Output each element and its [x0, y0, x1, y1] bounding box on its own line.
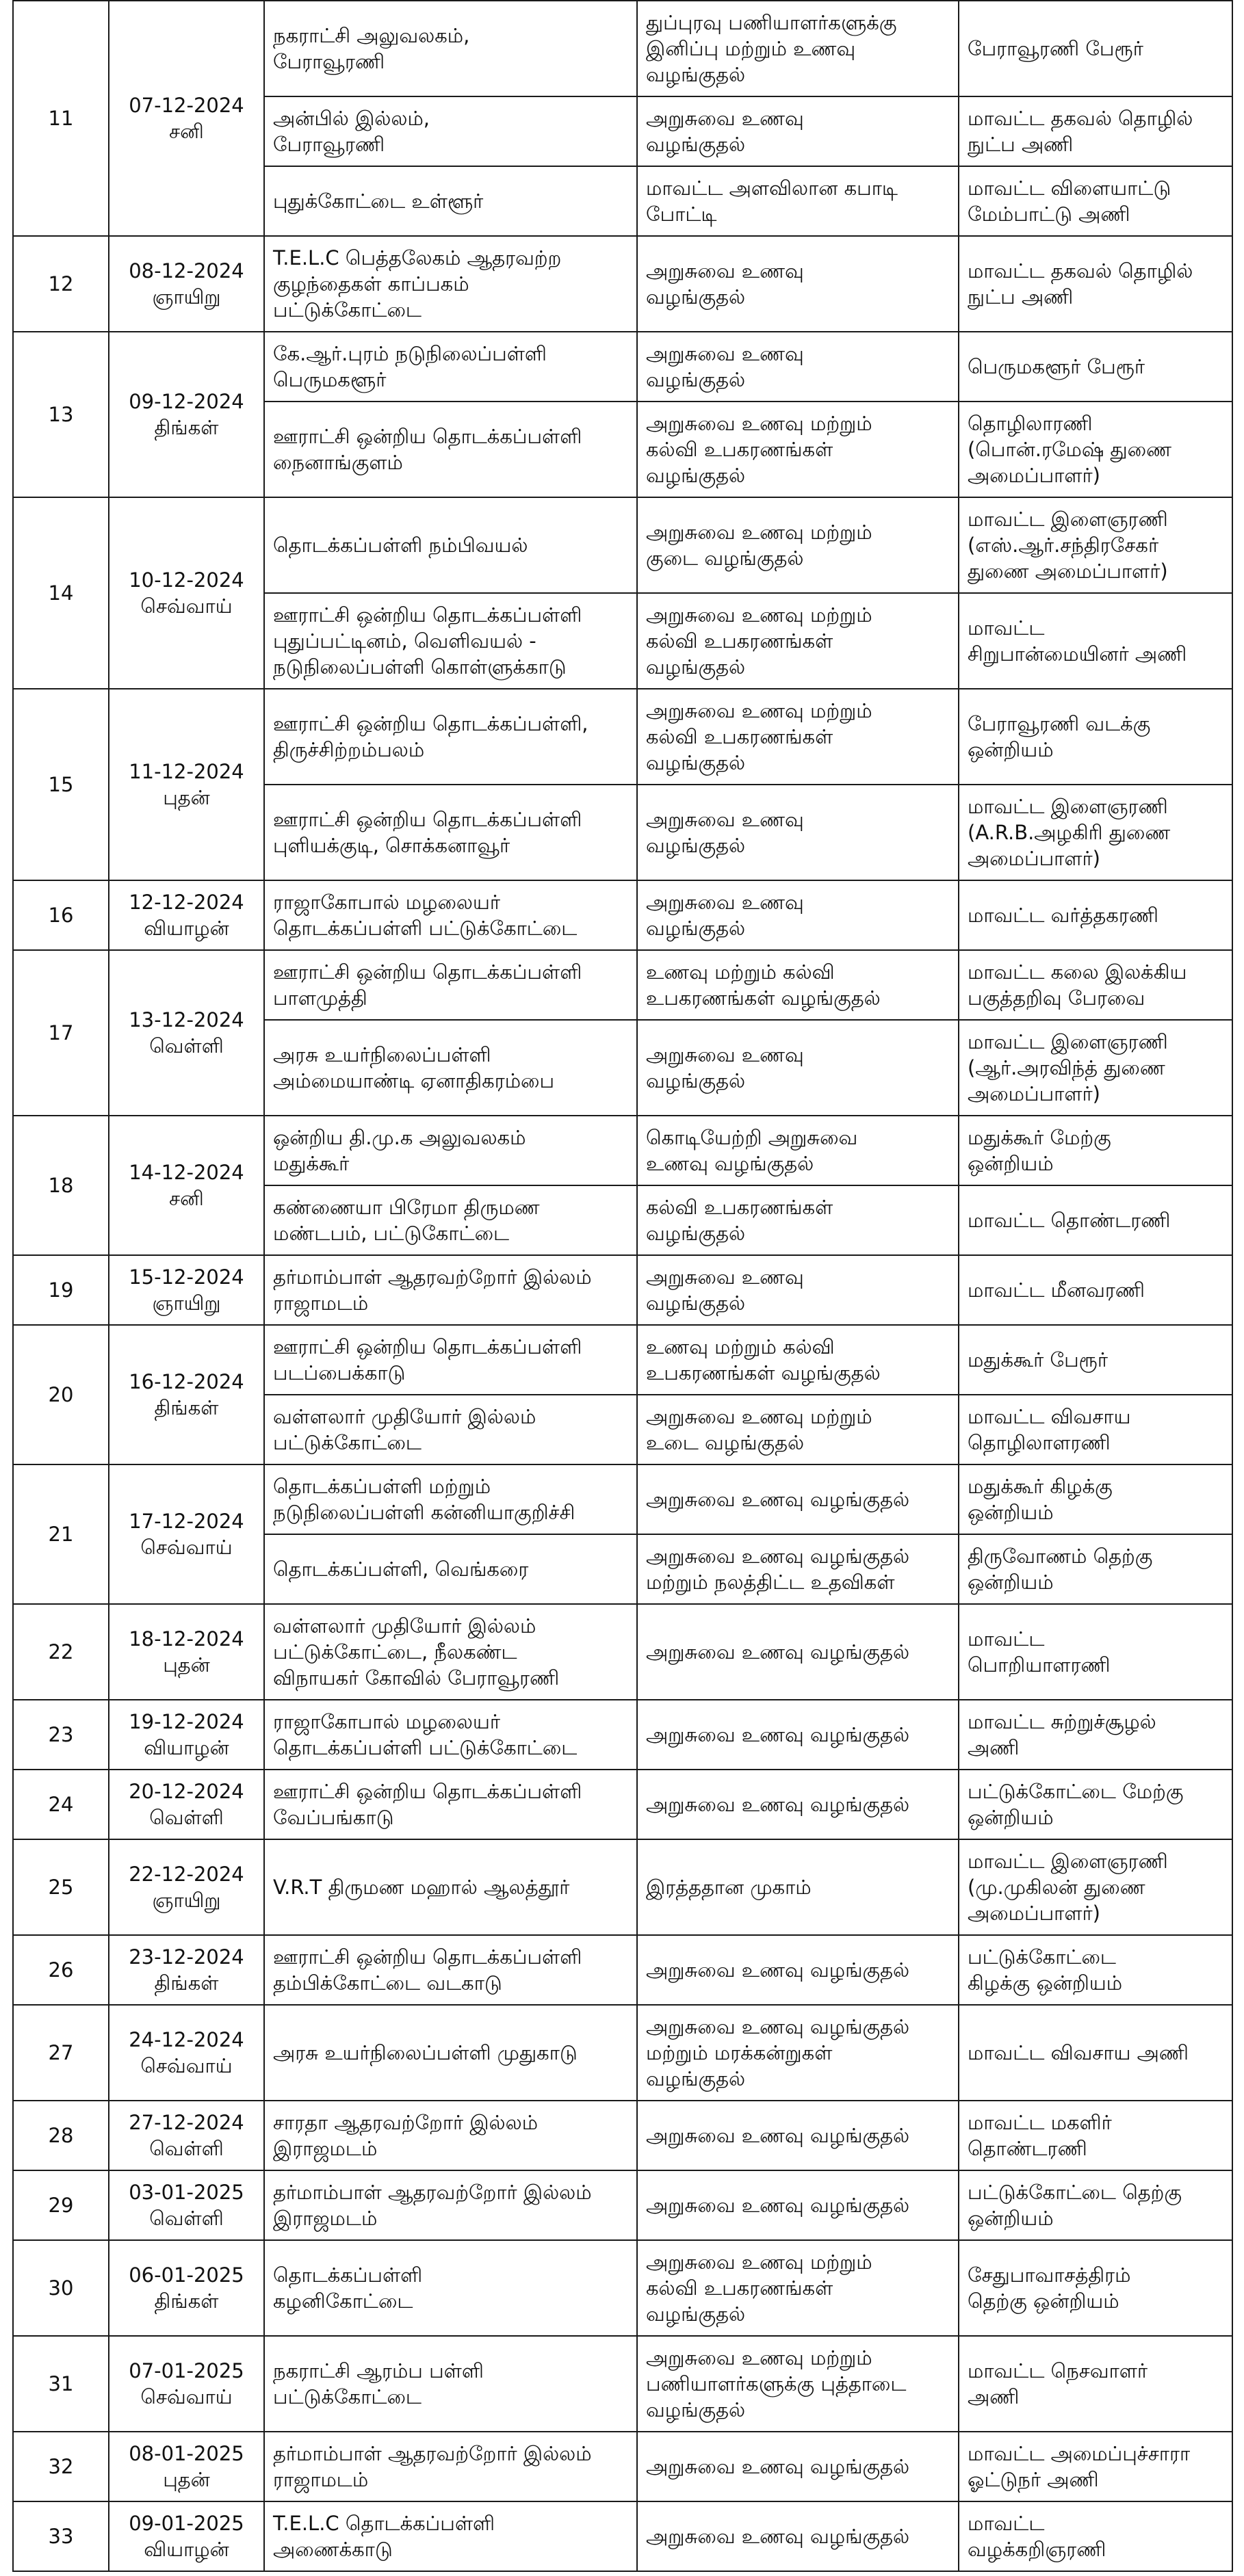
event-day: செவ்வாய்	[140, 1536, 233, 1559]
event-day: திங்கள்	[154, 2289, 219, 2313]
activity-cell: கல்வி உபகரணங்கள் வழங்குதல்	[637, 1185, 959, 1255]
event-date: 24-12-2024	[129, 2028, 244, 2051]
event-day: வெள்ளி	[149, 2207, 224, 2230]
organizer-cell: மாவட்ட தகவல் தொழில் நுட்ப அணி	[959, 96, 1232, 166]
serial-number: 25	[13, 1839, 109, 1935]
table-row	[13, 950, 1232, 1020]
event-day: ஞாயிறு	[152, 285, 221, 308]
date-cell	[109, 1255, 264, 1325]
activity-cell: அறுசுவை உணவு வழங்குதல்	[637, 785, 959, 880]
serial-number: 18	[13, 1116, 109, 1255]
activity-cell: அறுசுவை உணவு வழங்குதல் மற்றும் மரக்கன்றுகள் வழங்குதல்	[637, 2005, 959, 2101]
venue-cell: அரசு உயர்நிலைப்பள்ளி முதுகாடு	[264, 2005, 637, 2101]
activity-cell: மாவட்ட அளவிலான கபாடி போட்டி	[637, 166, 959, 236]
table-row	[13, 2005, 1232, 2101]
date-cell	[109, 332, 264, 497]
date-cell	[109, 1325, 264, 1464]
activity-cell: அறுசுவை உணவு வழங்குதல்	[637, 236, 959, 332]
table-row	[13, 2240, 1232, 2336]
date-cell	[109, 2501, 264, 2571]
organizer-cell: மாவட்ட வர்த்தகரணி	[959, 880, 1232, 950]
activity-cell: உணவு மற்றும் கல்வி உபகரணங்கள் வழங்குதல்	[637, 950, 959, 1020]
event-day: வெள்ளி	[149, 1806, 224, 1829]
venue-cell: தொடக்கப்பள்ளி நம்பிவயல்	[264, 497, 637, 593]
serial-number: 20	[13, 1325, 109, 1464]
event-day: புதன்	[163, 2468, 210, 2491]
activity-cell: இரத்ததான முகாம்	[637, 1839, 959, 1935]
event-day: திங்கள்	[154, 1971, 219, 1995]
serial-number: 30	[13, 2240, 109, 2336]
date-cell	[109, 2005, 264, 2101]
event-day: வியாழன்	[144, 917, 229, 940]
date-cell	[109, 2170, 264, 2240]
organizer-cell: பேராவூரணி வடக்கு ஒன்றியம்	[959, 689, 1232, 785]
serial-number: 29	[13, 2170, 109, 2240]
venue-cell: நகராட்சி அலுவலகம், பேராவூரணி	[264, 1, 637, 96]
serial-number: 21	[13, 1464, 109, 1604]
venue-cell: T.E.L.C பெத்தலேகம் ஆதரவற்ற குழந்தைகள் காப்பகம் பட்டுக்கோட்டை	[264, 236, 637, 332]
activity-cell: துப்புரவு பணியாளர்களுக்கு இனிப்பு மற்றும் உணவு வழங்குதல்	[637, 1, 959, 96]
venue-cell: ஊராட்சி ஒன்றிய தொடக்கப்பள்ளி புளியக்குடி, சொக்கனாவூர்	[264, 785, 637, 880]
event-date: 18-12-2024	[129, 1627, 244, 1651]
serial-number: 13	[13, 332, 109, 497]
organizer-cell: மாவட்ட நெசவாளர் அணி	[959, 2336, 1232, 2432]
activity-cell: அறுசுவை உணவு வழங்குதல்	[637, 2501, 959, 2571]
date-cell	[109, 950, 264, 1116]
organizer-cell: மாவட்ட இளைஞரணி (மு.முகிலன் துணை அமைப்பாளர்)	[959, 1839, 1232, 1935]
organizer-cell: மாவட்ட விவசாய அணி	[959, 2005, 1232, 2101]
serial-number: 24	[13, 1770, 109, 1839]
venue-cell: ஊராட்சி ஒன்றிய தொடக்கப்பள்ளி புதுப்பட்டினம், வெளிவயல் - நடுநிலைப்பள்ளி கொள்ளுக்காடு	[264, 593, 637, 689]
venue-cell: ராஜாகோபால் மழலையர் தொடக்கப்பள்ளி பட்டுக்கோட்டை	[264, 1700, 637, 1770]
table-row	[13, 2432, 1232, 2501]
activity-cell: அறுசுவை உணவு வழங்குதல்	[637, 1770, 959, 1839]
date-cell	[109, 1464, 264, 1604]
event-day: சனி	[169, 120, 204, 143]
event-date: 03-01-2025	[129, 2181, 244, 2204]
event-date: 23-12-2024	[129, 1945, 244, 1969]
event-day: செவ்வாய்	[140, 594, 233, 618]
event-day: புதன்	[163, 1653, 210, 1677]
date-cell	[109, 1839, 264, 1935]
venue-cell: ஊராட்சி ஒன்றிய தொடக்கப்பள்ளி, திருச்சிற்றம்பலம்	[264, 689, 637, 785]
organizer-cell: மாவட்ட தொண்டரணி	[959, 1185, 1232, 1255]
organizer-cell: மதுக்கூர் மேற்கு ஒன்றியம்	[959, 1116, 1232, 1185]
venue-cell: தொடக்கப்பள்ளி, வெங்கரை	[264, 1534, 637, 1604]
organizer-cell: மாவட்ட சுற்றுச்சூழல் அணி	[959, 1700, 1232, 1770]
organizer-cell: பட்டுக்கோட்டை மேற்கு ஒன்றியம்	[959, 1770, 1232, 1839]
table-row	[13, 689, 1232, 785]
organizer-cell: மதுக்கூர் கிழக்கு ஒன்றியம்	[959, 1464, 1232, 1534]
serial-number: 27	[13, 2005, 109, 2101]
schedule-body	[13, 1, 1232, 2571]
venue-cell: அரசு உயர்நிலைப்பள்ளி அம்மையாண்டி ஏனாதிகரம்பை	[264, 1020, 637, 1116]
venue-cell: தொடக்கப்பள்ளி மற்றும் நடுநிலைப்பள்ளி கன்னியாகுறிச்சி	[264, 1464, 637, 1534]
serial-number: 12	[13, 236, 109, 332]
event-date: 06-01-2025	[129, 2263, 244, 2287]
organizer-cell: மாவட்ட விவசாய தொழிலாளரணி	[959, 1395, 1232, 1464]
event-date: 09-01-2025	[129, 2512, 244, 2535]
schedule-table	[12, 0, 1233, 2572]
activity-cell: அறுசுவை உணவு வழங்குதல்	[637, 1255, 959, 1325]
activity-cell: அறுசுவை உணவு மற்றும் பணியாளர்களுக்கு புத்தாடை வழங்குதல்	[637, 2336, 959, 2432]
table-row	[13, 2336, 1232, 2432]
venue-cell: தொடக்கப்பள்ளி கழனிகோட்டை	[264, 2240, 637, 2336]
table-row	[13, 2501, 1232, 2571]
table-row	[13, 1325, 1232, 1395]
activity-cell: அறுசுவை உணவு வழங்குதல்	[637, 2170, 959, 2240]
activity-cell: அறுசுவை உணவு வழங்குதல்	[637, 1700, 959, 1770]
serial-number: 32	[13, 2432, 109, 2501]
event-date: 12-12-2024	[129, 891, 244, 914]
event-date: 14-12-2024	[129, 1161, 244, 1184]
organizer-cell: மாவட்ட இளைஞரணி (எஸ்.ஆர்.சந்திரசேகர் துணை அமைப்பாளர்)	[959, 497, 1232, 593]
date-cell	[109, 2240, 264, 2336]
venue-cell: கண்ணையா பிரேமா திருமண மண்டபம், பட்டுகோட்டை	[264, 1185, 637, 1255]
table-row	[13, 236, 1232, 332]
venue-cell: வள்ளலார் முதியோர் இல்லம் பட்டுக்கோட்டை	[264, 1395, 637, 1464]
activity-cell: அறுசுவை உணவு வழங்குதல்	[637, 1604, 959, 1700]
venue-cell: V.R.T திருமண மஹால் ஆலத்தூர்	[264, 1839, 637, 1935]
event-date: 07-01-2025	[129, 2359, 244, 2382]
organizer-cell: பெருமகளூர் பேரூர்	[959, 332, 1232, 402]
organizer-cell: திருவோணம் தெற்கு ஒன்றியம்	[959, 1534, 1232, 1604]
serial-number: 23	[13, 1700, 109, 1770]
date-cell	[109, 1116, 264, 1255]
date-cell	[109, 1700, 264, 1770]
activity-cell: அறுசுவை உணவு மற்றும் கல்வி உபகரணங்கள் வழங்குதல்	[637, 402, 959, 497]
event-date: 13-12-2024	[129, 1008, 244, 1031]
organizer-cell: மாவட்ட இளைஞரணி (A.R.B.அழகிரி துணை அமைப்பாளர்)	[959, 785, 1232, 880]
event-day: புதன்	[163, 786, 210, 809]
table-row	[13, 1935, 1232, 2005]
date-cell	[109, 2101, 264, 2170]
event-day: செவ்வாய்	[140, 2054, 233, 2077]
venue-cell: தர்மாம்பாள் ஆதரவற்றோர் இல்லம் ராஜாமடம்	[264, 1255, 637, 1325]
venue-cell: ராஜாகோபால் மழலையர் தொடக்கப்பள்ளி பட்டுக்கோட்டை	[264, 880, 637, 950]
venue-cell: ஊராட்சி ஒன்றிய தொடக்கப்பள்ளி பாளமுத்தி	[264, 950, 637, 1020]
event-day: செவ்வாய்	[140, 2385, 233, 2408]
date-cell	[109, 689, 264, 880]
organizer-cell: மாவட்ட இளைஞரணி (ஆர்.அரவிந்த் துணை அமைப்பாளர்)	[959, 1020, 1232, 1116]
organizer-cell: மாவட்ட வழக்கறிஞரணி	[959, 2501, 1232, 2571]
organizer-cell: சேதுபாவாசத்திரம் தெற்கு ஒன்றியம்	[959, 2240, 1232, 2336]
serial-number: 26	[13, 1935, 109, 2005]
event-day: திங்கள்	[154, 1396, 219, 1419]
activity-cell: உணவு மற்றும் கல்வி உபகரணங்கள் வழங்குதல்	[637, 1325, 959, 1395]
date-cell	[109, 1770, 264, 1839]
organizer-cell: மாவட்ட அமைப்புச்சாரா ஓட்டுநர் அணி	[959, 2432, 1232, 2501]
organizer-cell: பட்டுக்கோட்டை கிழக்கு ஒன்றியம்	[959, 1935, 1232, 2005]
serial-number: 11	[13, 1, 109, 236]
event-day: ஞாயிறு	[152, 1889, 221, 1912]
organizer-cell: மாவட்ட மீனவரணி	[959, 1255, 1232, 1325]
table-row	[13, 1700, 1232, 1770]
serial-number: 22	[13, 1604, 109, 1700]
event-date: 19-12-2024	[129, 1710, 244, 1733]
table-row	[13, 332, 1232, 402]
event-date: 22-12-2024	[129, 1863, 244, 1886]
event-date: 07-12-2024	[129, 94, 244, 117]
serial-number: 15	[13, 689, 109, 880]
activity-cell: அறுசுவை உணவு வழங்குதல்	[637, 1020, 959, 1116]
organizer-cell: தொழிலாரணி (பொன்.ரமேஷ் துணை அமைப்பாளர்)	[959, 402, 1232, 497]
date-cell	[109, 2432, 264, 2501]
serial-number: 16	[13, 880, 109, 950]
venue-cell: தர்மாம்பாள் ஆதரவற்றோர் இல்லம் இராஜமடம்	[264, 2170, 637, 2240]
organizer-cell: மாவட்ட விளையாட்டு மேம்பாட்டு அணி	[959, 166, 1232, 236]
table-row	[13, 2101, 1232, 2170]
date-cell	[109, 1604, 264, 1700]
organizer-cell: மாவட்ட பொறியாளரணி	[959, 1604, 1232, 1700]
venue-cell: சாரதா ஆதரவற்றோர் இல்லம் இராஜமடம்	[264, 2101, 637, 2170]
venue-cell: T.E.L.C தொடக்கப்பள்ளி அணைக்காடு	[264, 2501, 637, 2571]
event-day: ஞாயிறு	[152, 1291, 221, 1315]
activity-cell: அறுசுவை உணவு மற்றும் கல்வி உபகரணங்கள் வழங்குதல்	[637, 593, 959, 689]
table-row	[13, 1839, 1232, 1935]
serial-number: 14	[13, 497, 109, 689]
date-cell	[109, 497, 264, 689]
serial-number: 19	[13, 1255, 109, 1325]
event-day: திங்கள்	[154, 416, 219, 439]
venue-cell: வள்ளலார் முதியோர் இல்லம் பட்டுக்கோட்டை, நீலகண்ட விநாயகர் கோவில் பேராவூரணி	[264, 1604, 637, 1700]
event-date: 17-12-2024	[129, 1510, 244, 1533]
serial-number: 17	[13, 950, 109, 1116]
serial-number: 33	[13, 2501, 109, 2571]
activity-cell: அறுசுவை உணவு வழங்குதல் மற்றும் நலத்திட்ட உதவிகள்	[637, 1534, 959, 1604]
venue-cell: அன்பில் இல்லம், பேராவூரணி	[264, 96, 637, 166]
date-cell	[109, 236, 264, 332]
venue-cell: நகராட்சி ஆரம்ப பள்ளி பட்டுக்கோட்டை	[264, 2336, 637, 2432]
event-day: வெள்ளி	[149, 2137, 224, 2160]
table-row	[13, 1, 1232, 96]
venue-cell: கே.ஆர்.புரம் நடுநிலைப்பள்ளி பெருமகளூர்	[264, 332, 637, 402]
serial-number: 31	[13, 2336, 109, 2432]
activity-cell: அறுசுவை உணவு வழங்குதல்	[637, 96, 959, 166]
event-day: வெள்ளி	[149, 1034, 224, 1057]
venue-cell: ஒன்றிய தி.மு.க அலுவலகம் மதுக்கூர்	[264, 1116, 637, 1185]
table-row	[13, 880, 1232, 950]
venue-cell: புதுக்கோட்டை உள்ளூர்	[264, 166, 637, 236]
activity-cell: அறுசுவை உணவு மற்றும் குடை வழங்குதல்	[637, 497, 959, 593]
event-date: 08-01-2025	[129, 2442, 244, 2465]
date-cell	[109, 880, 264, 950]
event-date: 10-12-2024	[129, 568, 244, 592]
activity-cell: கொடியேற்றி அறுசுவை உணவு வழங்குதல்	[637, 1116, 959, 1185]
event-date: 16-12-2024	[129, 1370, 244, 1393]
activity-cell: அறுசுவை உணவு வழங்குதல்	[637, 880, 959, 950]
table-row	[13, 1604, 1232, 1700]
table-row	[13, 497, 1232, 593]
event-date: 08-12-2024	[129, 259, 244, 282]
table-row	[13, 1464, 1232, 1534]
table-row	[13, 1255, 1232, 1325]
venue-cell: ஊராட்சி ஒன்றிய தொடக்கப்பள்ளி தம்பிக்கோட்டை வடகாடு	[264, 1935, 637, 2005]
venue-cell: ஊராட்சி ஒன்றிய தொடக்கப்பள்ளி படப்பைக்காடு	[264, 1325, 637, 1395]
event-date: 20-12-2024	[129, 1780, 244, 1803]
activity-cell: அறுசுவை உணவு வழங்குதல்	[637, 1464, 959, 1534]
organizer-cell: மதுக்கூர் பேரூர்	[959, 1325, 1232, 1395]
organizer-cell: பேராவூரணி பேரூர்	[959, 1, 1232, 96]
table-row	[13, 1770, 1232, 1839]
date-cell	[109, 1935, 264, 2005]
venue-cell: தர்மாம்பாள் ஆதரவற்றோர் இல்லம் ராஜாமடம்	[264, 2432, 637, 2501]
activity-cell: அறுசுவை உணவு மற்றும் கல்வி உபகரணங்கள் வழங்குதல்	[637, 689, 959, 785]
table-row	[13, 2170, 1232, 2240]
event-day: வியாழன்	[144, 1736, 229, 1759]
event-date: 15-12-2024	[129, 1265, 244, 1289]
activity-cell: அறுசுவை உணவு மற்றும் கல்வி உபகரணங்கள் வழங்குதல்	[637, 2240, 959, 2336]
activity-cell: அறுசுவை உணவு வழங்குதல்	[637, 2101, 959, 2170]
venue-cell: ஊராட்சி ஒன்றிய தொடக்கப்பள்ளி நைனாங்குளம்	[264, 402, 637, 497]
organizer-cell: மாவட்ட மகளிர் தொண்டரணி	[959, 2101, 1232, 2170]
event-date: 27-12-2024	[129, 2111, 244, 2134]
organizer-cell: மாவட்ட தகவல் தொழில் நுட்ப அணி	[959, 236, 1232, 332]
date-cell	[109, 1, 264, 236]
event-day: சனி	[169, 1187, 204, 1210]
serial-number: 28	[13, 2101, 109, 2170]
table-row	[13, 1116, 1232, 1185]
activity-cell: அறுசுவை உணவு வழங்குதல்	[637, 332, 959, 402]
event-date: 09-12-2024	[129, 390, 244, 413]
organizer-cell: மாவட்ட சிறுபான்மையினர் அணி	[959, 593, 1232, 689]
activity-cell: அறுசுவை உணவு மற்றும் உடை வழங்குதல்	[637, 1395, 959, 1464]
activity-cell: அறுசுவை உணவு வழங்குதல்	[637, 1935, 959, 2005]
organizer-cell: மாவட்ட கலை இலக்கிய பகுத்தறிவு பேரவை	[959, 950, 1232, 1020]
venue-cell: ஊராட்சி ஒன்றிய தொடக்கப்பள்ளி வேப்பங்காடு	[264, 1770, 637, 1839]
activity-cell: அறுசுவை உணவு வழங்குதல்	[637, 2432, 959, 2501]
date-cell	[109, 2336, 264, 2432]
event-day: வியாழன்	[144, 2538, 229, 2561]
event-date: 11-12-2024	[129, 760, 244, 783]
organizer-cell: பட்டுக்கோட்டை தெற்கு ஒன்றியம்	[959, 2170, 1232, 2240]
